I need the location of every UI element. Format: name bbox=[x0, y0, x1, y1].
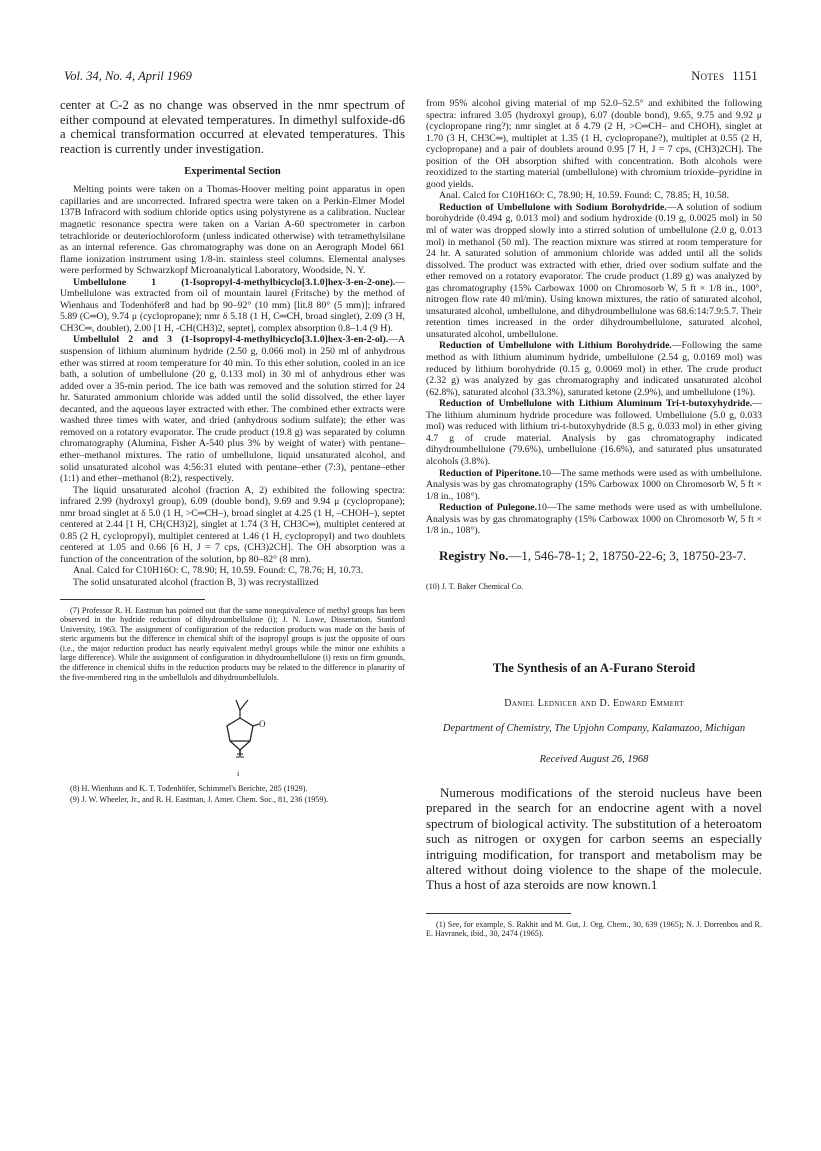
footnote-divider-right bbox=[426, 913, 571, 914]
umbellulol-text: —A suspension of lithium aluminum hydride (2.50 g, 0.066 mol) in 250 ml of anhydrous ether was stirred at room temperature for 40 min. To this ether solution, cooled in an ice bath, a solution of umbellulone (20 g, 0.133 mol) in 30 ml of anhydrous ether was added over a 35-min period. The ice bath was removed and the solution stirred for 24 hr. Saturated ammonium chloride was added until the solid dissolved, the ether layer decanted, and the aqueous layer extracted with ether. The combined ether extracts were washed three times with water, and dried (anhydrous sodium sulfate); the ether was removed on a rotatory evaporator. The crude product (19.8 g) was separated by column chromatography (Alumina, Fisher A-540 plus 3% by weight of water) with pentane–ether–methanol mixtures. The ratio of umbellulone, liquid unsaturated alcohol, and solid unsaturated alcohol was 4:56:31 eluted with pentane–ether (7:3), pentane–ether (1:1) and ether–methanol (8:2), respectively. bbox=[60, 334, 405, 485]
structure-drawing bbox=[210, 694, 290, 778]
footnote-1: (1) See, for example, S. Rakhit and M. Gut, J. Org. Chem., 30, 639 (1965); N. J. Dorrenbos and R. E. Havranek, ibid., 30, 2474 (1965). bbox=[426, 919, 762, 939]
right-column bbox=[426, 98, 762, 940]
footnote-9: (9) J. W. Wheeler, Jr., and R. H. Eastman, J. Amer. Chem. Soc., 81, 236 (1959). bbox=[70, 794, 329, 804]
piperitone-text: 10—The same methods were used as with umbellulone. Analysis was by gas chromatography (15% Carbowax 1000 on Chromosorb W, 5 ft × 1/8 in., 108°). bbox=[426, 467, 762, 502]
piperitone-paragraph bbox=[426, 468, 762, 503]
umbellulol-heading: Umbellulol 2 and 3 (1-Isopropyl-4-methylbicyclo[3.1.0]hex-3-en-2-ol). bbox=[73, 334, 389, 346]
chemical-structure bbox=[210, 694, 290, 778]
sodium-borohydride-paragraph bbox=[426, 202, 762, 341]
tri-butoxyhydride-heading: Reduction of Umbellulone with Lithium Aluminum Tri-t-butoxyhydride. bbox=[439, 398, 753, 410]
article-authors: Daniel Lednicer and D. Edward Emmert bbox=[504, 698, 684, 710]
page-header bbox=[64, 69, 758, 87]
fraction-b-continued: from 95% alcohol giving material of mp 52.0–52.5° and exhibited the following spectra: infrared 3.05 (hydroxyl group), 6.07 (double bond), 9.65, 9.75 and 9.92 μ (cyclopropane ring?); nmr singlet at δ 4.79 (2 H, >C═CH– and CHOH), singlet at 1.70 (3 H, CH3C═), multiplet at 1.35 (1 H, cyclopropane?), multiplet at 0.55 (2 H, cyclopropane) and a pair of doublets around 0.95 [7 H, J = 7 cps, (CH3)2CH]. The position of the OH absorption shifted with concentration. Both alcohols were reoxidized to the starting material (umbellulone) with chromium trioxide–pyridine in good yields. bbox=[426, 98, 762, 190]
fraction-a-paragraph: The liquid unsaturated alcohol (fraction A, 2) exhibited the following spectra: infrared 2.99 (hydroxyl group), 6.09 (double bond), 9.69 and 9.94 μ (cyclopropane); nmr broad singlet at δ 5.0 (1 H, >C═CH–), broad singlet at 4.25 (1 H, –CHOH–), septet centered at 2.44 [1 H, CH(CH3)2], singlet at 1.74 (3 H, CH3C═), multiplet centered at 0.85 (2 H, cyclopropyl), multiplet centered at 1.46 (1 H, cyclopropyl) and two doublets centered at 1.05 and 0.66 [6 H, J = 7 cps, (CH3)2CH]. The OH absorption was a function of the concentration of the solution, bp 80–82° (8 mm). bbox=[60, 484, 405, 565]
pulegone-text: 10—The same methods were used as with umbellulone. Analysis was by gas chromatography (15% Carbowax 1000 on Chromosorb W, 5 ft × 1/8 in., 108°). bbox=[426, 502, 762, 537]
author-affiliation: Department of Chemistry, The Upjohn Company, Kalamazoo, Michigan bbox=[442, 723, 746, 735]
footnote-8: (8) H. Wienhaus and K. T. Todenhöfer, Schimmel's Berichte, 285 (1929). bbox=[70, 784, 308, 794]
intro-paragraph: center at C-2 as no change was observed in the nmr spectrum of either compound at elevated temperatures. In dimethyl sulfoxide-d6 a chemical transformation occurred at elevated temperatures. This reaction is currently under investigation. bbox=[60, 98, 405, 156]
piperitone-heading: Reduction of Piperitone. bbox=[439, 467, 542, 479]
tri-butoxyhydride-text: —The lithium aluminum hydride procedure was followed. Umbellulone (5.0 g, 0.033 mol) was reduced with lithium tri-t-butoxyhydride (8.5 g, 0.033 mol) in ether giving 4.7 g of crude material. Analysis by gas chromatography indicated dihydroumbellulone (79.6%), umbellulone (16.6%), and saturated plus unsaturated alcohols (3.8%). bbox=[426, 398, 762, 467]
footnote-7: (7) Professor R. H. Eastman has pointed out that the same nonequivalence of methyl groups has been observed in the hydride reduction of dihydroumbellulone (i); J. N. Lowe, Dissertation, Stanford University, 1963. The assignment of configuration of the reduction products was made on the basis of steric arguments but the difference in chemical shift of the isopropyl groups is just the opposite of ours (i.e., the major reduction product has nearly equivalent methyl groups while the minor one exhibits a large difference). While the assignment of configuration in dihydroumbellulone (i) rests on firm grounds, the difference in chemical shifts in the reduction products may be related to the difference in planarity of the five-membered ring in the umbellulols and dihydroumbellulols. bbox=[60, 605, 405, 682]
umbellulol-paragraph bbox=[60, 334, 405, 484]
tri-butoxyhydride-paragraph bbox=[426, 398, 762, 467]
lithium-borohydride-heading: Reduction of Umbellulone with Lithium Borohydride. bbox=[439, 340, 672, 352]
lithium-borohydride-paragraph bbox=[426, 340, 762, 398]
fraction-b-paragraph: The solid unsaturated alcohol (fraction B, 3) was recrystallized bbox=[73, 576, 319, 588]
lithium-borohydride-text: —Following the same method as with lithium aluminum hydride, umbellulone (2.54 g, 0.0169 mol) was reduced by lithium borohydride (0.15 g, 0.0069 mol) in ether. The crude product (2.32 g) was analyzed by gas chromatography and indicated unsaturated alcohol (62.8%), saturated alcohol (33.3%), saturated ketone (2.9%), and umbellulone (1%). bbox=[426, 340, 762, 398]
pulegone-paragraph bbox=[426, 502, 762, 537]
footnote-10: (10) J. T. Baker Chemical Co. bbox=[426, 581, 524, 591]
methods-paragraph: Melting points were taken on a Thomas-Hoover melting point apparatus in open capillaries and are uncorrected. Infrared spectra were taken on a Perkin-Elmer Model 137B Infracord with sodium chloride optics using polystyrene as a calibration. Nuclear magnetic resonance spectra were taken on a Varian A-60 spectrometer in carbon tetrachloride or deuteriochloroform (unless indicated otherwise) with tetramethylsilane as an internal reference. Gas chromatography was done on an Aerograph Model 661 flame ionization instrument using 1/8-in. stainless steel columns. Elemental analyses were performed by Schwarzkopf Microanalytical Laboratory, Woodside, N. Y. bbox=[60, 184, 405, 277]
sodium-borohydride-text: —A solution of sodium borohydride (0.494 g, 0.013 mol) and sodium hydroxide (0.19 g, 0.0025 mol) in 50 ml of water was dropped slowly into a stirred solution of umbellulone (2.0 g, 0.013 mol) in methanol (50 ml). The reaction mixture was stirred at room temperature for 24 hr. A saturated solution of ammonium chloride was added until all the solids dissolved. The product was extracted with ether, dried over sodium sulfate and the ether removed on a rotatory evaporator. The crude product (1.89 g) was analyzed by gas chromatography (15% Carbowax 1000 on Chromosorb W, 5 ft × 1/8 in., 100°, nitrogen flow rate 40 ml/min). Using known mixtures, the ratio of saturated alcohol, unsaturated alcohol, umbellulone, and dihydroumbellulone was 68.6:14:7.9:5.7. Their retention times increased in the order dihydroumbellulone, saturated alcohol, unsaturated alcohol, umbellulone. bbox=[426, 201, 762, 340]
structure-label: i bbox=[237, 769, 240, 779]
registry-numbers bbox=[426, 548, 762, 564]
article-title: The Synthesis of an A-Furano Steroid bbox=[492, 661, 696, 676]
footnote-divider bbox=[60, 599, 205, 600]
section-name: Notes bbox=[691, 69, 725, 83]
analysis-paragraph: Anal. Calcd for C10H16O: C, 78.90; H, 10.59. Found: C, 78.76; H, 10.73. bbox=[73, 565, 364, 577]
registry-label: Registry No. bbox=[439, 547, 509, 563]
journal-citation: Vol. 34, No. 4, April 1969 bbox=[64, 69, 192, 83]
article-intro: Numerous modifications of the steroid nucleus have been prepared in the search for an endocrine agent with a novel spectrum of biological activity. The substitution of a heteroatom such as nitrogen or oxygen for carbon seems an especially intriguing modification, for transport and metabolism may be altered without doing violence to the shape of the molecule. Thus a host of aza steroids are now known.1 bbox=[426, 784, 762, 893]
pulegone-heading: Reduction of Pulegone. bbox=[439, 502, 538, 514]
analysis-b-paragraph: Anal. Calcd for C10H16O: C, 78.90; H, 10.59. Found: C, 78.85; H, 10.58. bbox=[439, 190, 730, 202]
sodium-borohydride-heading: Reduction of Umbellulone with Sodium Borohydride. bbox=[439, 201, 667, 213]
page-number: 1151 bbox=[732, 69, 758, 83]
page-number-block bbox=[691, 69, 758, 84]
section-heading: Experimental Section bbox=[184, 166, 281, 178]
left-column bbox=[60, 98, 405, 805]
received-date: Received August 26, 1968 bbox=[539, 753, 649, 765]
registry-values: —1, 546-78-1; 2, 18750-22-6; 3, 18750-23-7. bbox=[508, 547, 747, 563]
umbellulone-paragraph bbox=[60, 277, 405, 335]
umbellulone-heading: Umbellulone 1 (1-Isopropyl-4-methylbicyclo[3.1.0]hex-3-en-2-one). bbox=[73, 276, 396, 288]
umbellulone-text: —Umbellulone was extracted from oil of mountain laurel (Fritsche) by the method of Wienhaus and Todenhöfer8 and had bp 90–92° (10 mm) [lit.8 80° (5 mm)]; infrared 5.89 (C═O), 9.74 μ (cyclopropane); nmr δ 5.18 (1 H, C═CH, broad singlet), 2.09 (3 H, CH3C═, doublet), 2.00 [1 H, -CH(CH3)2, septet], complex absorption 0.8–1.4 (9 H). bbox=[60, 276, 405, 334]
oxygen-atom-label: O bbox=[259, 719, 266, 730]
